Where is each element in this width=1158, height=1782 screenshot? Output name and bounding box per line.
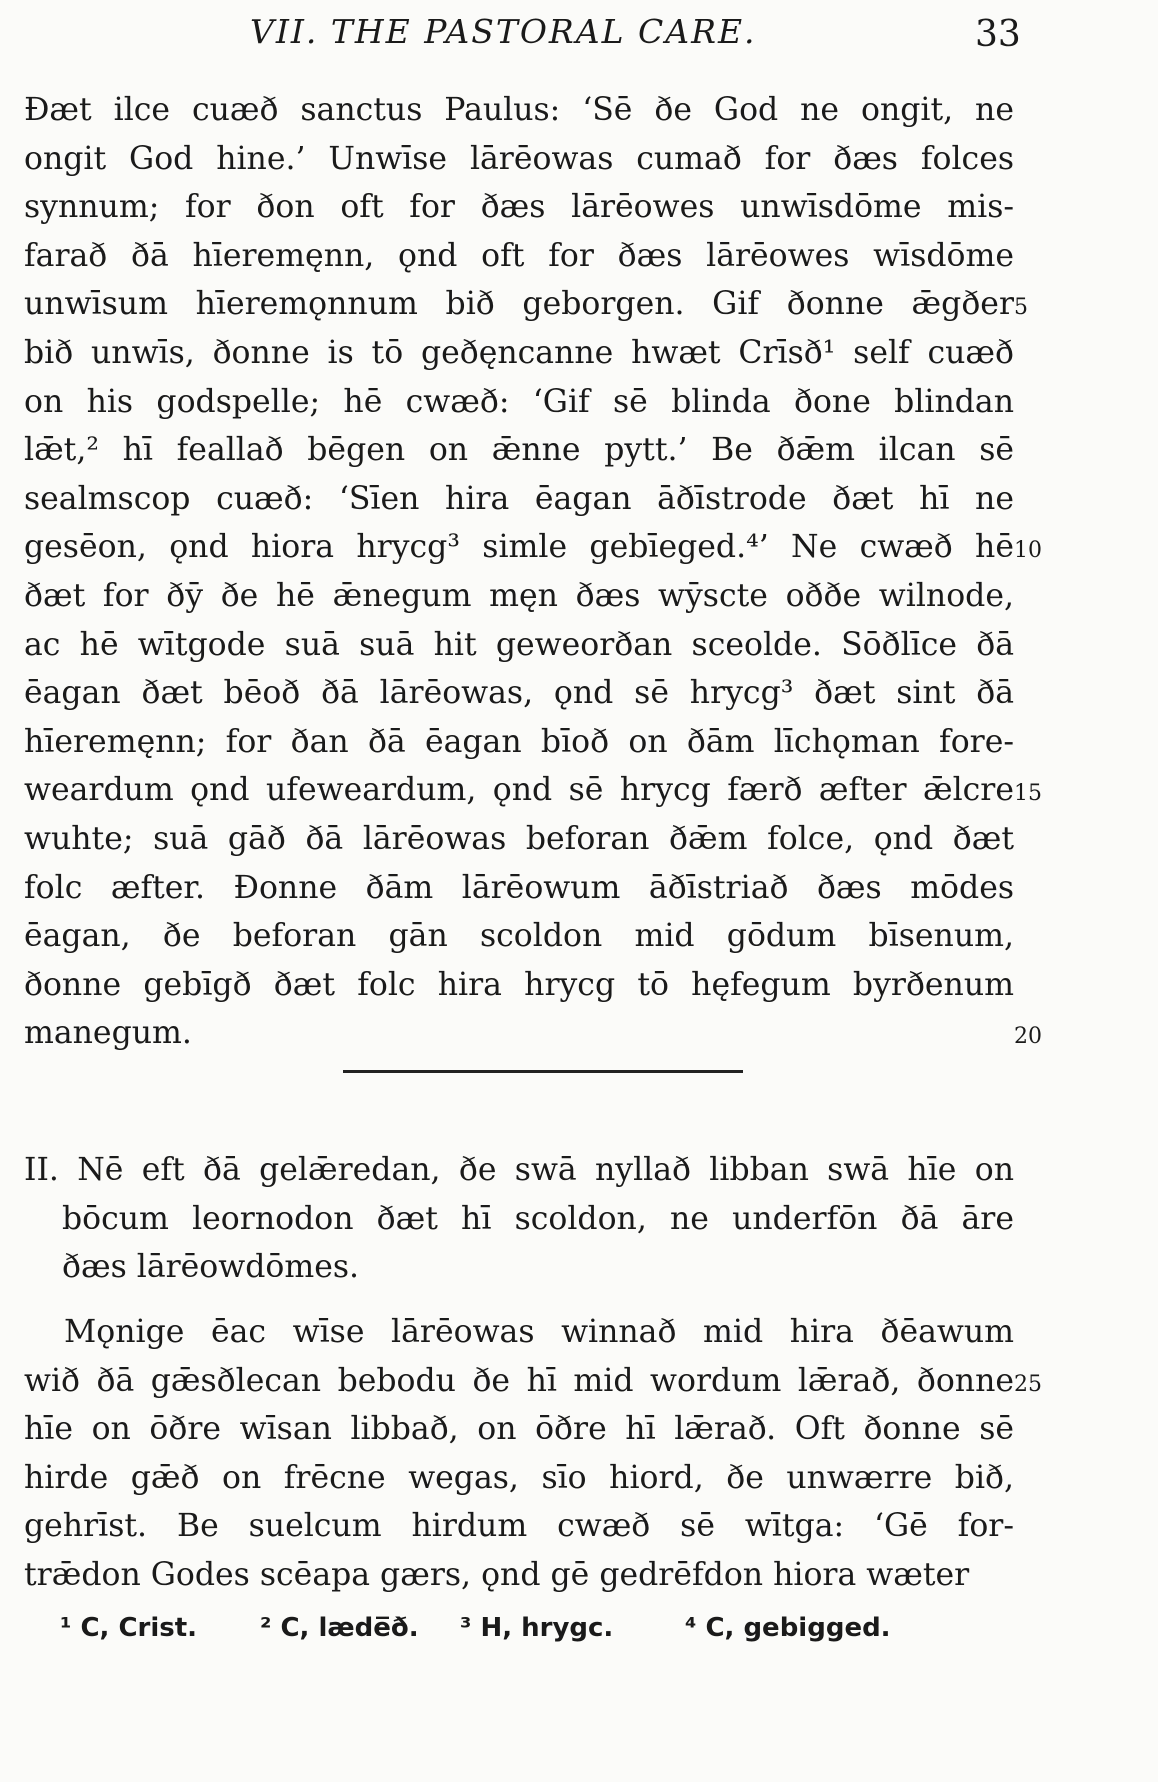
text-line — [24, 1195, 1014, 1244]
text-line — [24, 135, 1014, 184]
text-line — [24, 766, 1042, 815]
section-heading — [24, 1146, 1014, 1292]
text-line — [24, 1502, 1014, 1551]
line-text: ðæs lārēowdōmes. — [62, 1249, 360, 1286]
line-text: II. Nē eft ðā gelǣredan, ðe swā nyllað libban swā hīe on — [24, 1152, 1014, 1188]
section-divider — [343, 1070, 743, 1073]
line-text: ðæt for ðȳ ðe hē ǣnegum męn ðæs wȳscte oððe wilnode, — [24, 577, 1014, 614]
line-text: ðonne gebīgð ðæt folc hira hrycg tō hęfegum byrðenum — [24, 966, 1014, 1003]
text-line — [24, 329, 1014, 378]
line-text: gesēon, ǫnd hiora hrycg³ simle gebīeged.⁴’ Ne cwæð hē — [24, 529, 1014, 566]
line-text: bið unwīs, ðonne is tō geðęncanne hwæt Crīsð¹ self cuæð — [24, 334, 1014, 371]
line-text: trǣdon Godes scēapa gærs, ǫnd gē gedrēfdon hiora wæter — [24, 1556, 970, 1593]
margin-line-number: 10 — [1014, 538, 1042, 564]
margin-line-number: 5 — [1014, 295, 1028, 321]
line-text: ēagan ðæt bēoð ðā lārēowas, ǫnd sē hrycg³ ðæt sint ðā — [24, 675, 1014, 712]
line-text: hīeremęnn; for ðan ðā ēagan bīoð on ðām līchǫman fore- — [24, 723, 1014, 760]
line-text: ongit God hine.’ Unwīse lārēowas cumað for ðæs folces — [24, 140, 1014, 177]
line-text: on his godspelle; hē cwæð: ‘Gif sē blinda ðone blindan — [24, 383, 1014, 420]
line-text: manegum. — [24, 1015, 192, 1052]
text-line — [24, 572, 1014, 621]
line-text: hīe on ōðre wīsan libbað, on ōðre hī lǣrað. Oft ðonne sē — [24, 1411, 1014, 1448]
line-text: weardum ǫnd ufeweardum, ǫnd sē hrycg færð æfter ǣlcre — [24, 772, 1014, 809]
margin-line-number: 20 — [1014, 1024, 1042, 1050]
line-text: Mǫnige ēac wīse lārēowas winnað mid hira ðēawum — [64, 1314, 1014, 1350]
page-header — [0, 6, 1158, 66]
text-line — [24, 1243, 1014, 1292]
line-text: synnum; for ðon oft for ðæs lārēowes unwīsdōme mis- — [24, 189, 1014, 226]
text-line — [24, 1405, 1014, 1454]
text-line — [24, 1308, 1014, 1357]
text-line — [24, 864, 1014, 913]
text-line — [24, 912, 1014, 961]
running-head: VII. THE PASTORAL CARE. — [250, 12, 757, 51]
text-line — [24, 621, 1014, 670]
footnote-4: ⁴ C, gebigged. — [685, 1613, 891, 1643]
text-line — [24, 1009, 1042, 1058]
footnote-1: ¹ C, Crist. — [60, 1613, 198, 1643]
text-line — [24, 815, 1014, 864]
text-line — [24, 232, 1014, 281]
text-line — [24, 1146, 1014, 1195]
text-line — [24, 183, 1014, 232]
text-line — [24, 280, 1028, 329]
line-text: ac hē wītgode suā suā hit geweorðan sceolde. Sōðlīce ðā — [24, 626, 1014, 663]
line-text: gehrīst. Be suelcum hirdum cwæð sē wītga: ‘Gē for- — [24, 1508, 1014, 1545]
text-line — [24, 426, 1014, 475]
line-text: farað ðā hīeremęnn, ǫnd oft for ðæs lārēowes wīsdōme — [24, 237, 1014, 274]
line-text: folc æfter. Ðonne ðām lārēowum āðīstriað ðæs mōdes — [24, 869, 1014, 906]
text-line — [24, 378, 1014, 427]
line-text: sealmscop cuæð: ‘Sīen hira ēagan āðīstrode ðæt hī ne — [24, 480, 1014, 517]
margin-line-number: 25 — [1014, 1371, 1042, 1397]
paragraph-1 — [24, 86, 1042, 1058]
line-text: bōcum leornodon ðæt hī scoldon, ne underfōn ðā āre — [62, 1200, 1014, 1237]
text-line — [24, 475, 1014, 524]
line-text: ēagan, ðe beforan gān scoldon mid gōdum bīsenum, — [24, 918, 1014, 955]
text-line — [24, 1454, 1014, 1503]
paragraph-2 — [24, 1308, 1042, 1600]
page-number: 33 — [975, 14, 1021, 55]
footnotes — [60, 1613, 990, 1653]
text-line — [24, 86, 1014, 135]
text-line — [24, 961, 1014, 1010]
text-line — [24, 1357, 1042, 1406]
line-text: Ðæt ilce cuæð sanctus Paulus: ‘Sē ðe God ne ongit, ne — [24, 92, 1014, 128]
text-line — [24, 523, 1042, 572]
line-text: wuhte; suā gāð ðā lārēowas beforan ðǣm folce, ǫnd ðæt — [24, 820, 1014, 857]
footnote-3: ³ H, hrygc. — [460, 1613, 614, 1643]
text-line — [24, 669, 1014, 718]
line-text: hirde gǣð on frēcne wegas, sīo hiord, ðe unwærre bið, — [24, 1459, 1014, 1496]
text-line — [24, 718, 1014, 767]
line-text: wið ðā gǣsðlecan bebodu ðe hī mid wordum lǣrað, ðonne — [24, 1362, 1014, 1399]
text-line — [24, 1551, 1014, 1600]
margin-line-number: 15 — [1014, 781, 1042, 807]
line-text: unwīsum hīeremǫnnum bið geborgen. Gif ðonne ǣgðer — [24, 286, 1014, 323]
line-text: lǣt,² hī feallað bēgen on ǣnne pytt.’ Be ðǣm ilcan sē — [24, 432, 1014, 469]
footnote-2: ² C, læde̅ð. — [260, 1613, 419, 1643]
